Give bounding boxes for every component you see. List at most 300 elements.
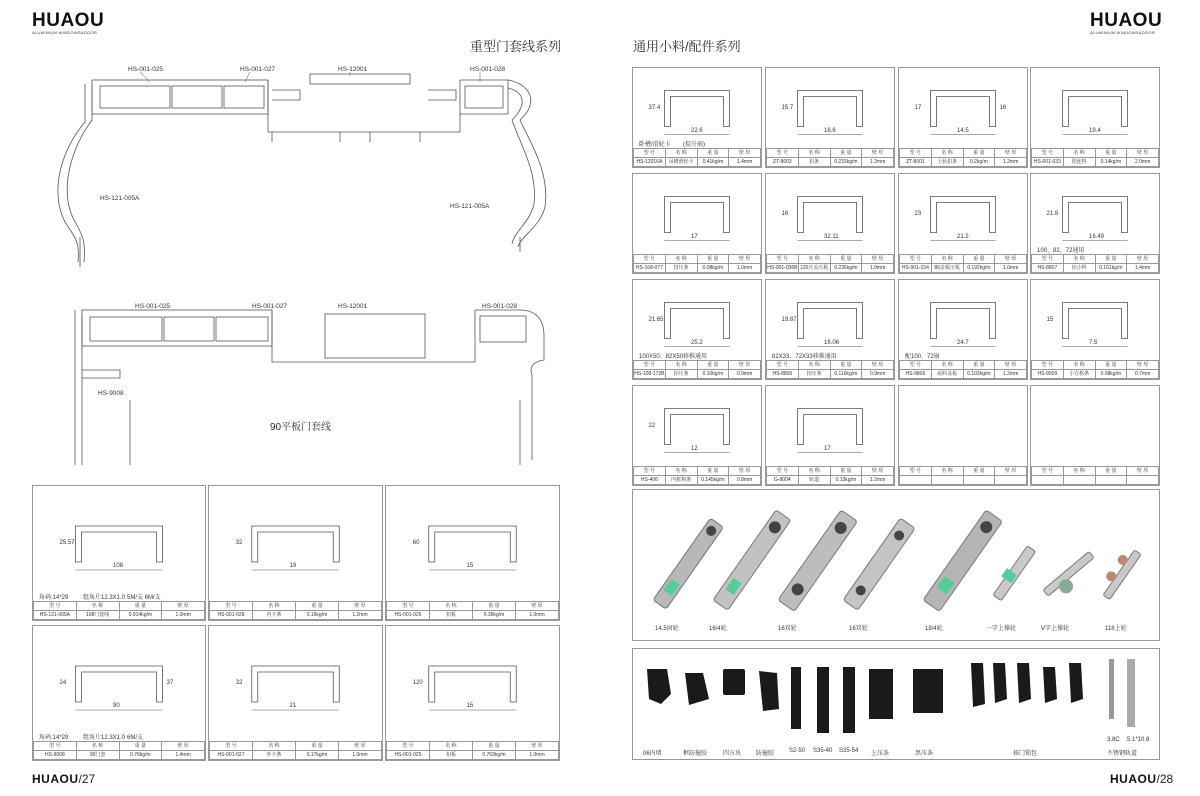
spec-value-cell: 扣条 — [798, 158, 830, 167]
dimension-value: 21.2 — [957, 233, 969, 240]
spec-header-cell: 壁 厚 — [862, 467, 894, 476]
dimension-value: 14.5 — [957, 127, 969, 134]
card-note: 角码:14*29 — [39, 595, 69, 601]
dimension-value: 22.6 — [691, 127, 703, 134]
spec-value-cell: HS-001-026 — [387, 611, 430, 620]
card-note: 5M/支 6M/支 — [127, 595, 161, 601]
spec-value-cell: 0.192kg/m — [963, 264, 995, 273]
right-spec-7-card — [898, 173, 1028, 274]
spec-header-cell: 型 号 — [900, 149, 932, 158]
spec-header-row — [767, 149, 894, 158]
spec-header-cell: 型 号 — [900, 467, 932, 476]
right-spec-9-card — [632, 279, 762, 380]
dimension-value: 21.8 — [1046, 210, 1059, 217]
spec-header-cell: 名 称 — [931, 361, 963, 370]
spec-header-row — [1032, 467, 1159, 476]
spec-header-cell: 型 号 — [767, 467, 799, 476]
spec-value-cell: 扭压条 — [665, 264, 697, 273]
dimension-value: 32 — [235, 540, 243, 546]
spec-header-cell: 重 量 — [963, 149, 995, 158]
right-spec-4-card — [1030, 67, 1160, 168]
spec-header-cell: 重 量 — [296, 602, 339, 611]
spec-header-cell: 名 称 — [665, 255, 697, 264]
spec-header-cell: 名 称 — [931, 149, 963, 158]
spec-value-row — [210, 611, 382, 620]
dimension-value: 12 — [691, 445, 698, 452]
spec-value-cell: 0.17kg/m — [296, 751, 339, 760]
spec-header-cell: 壁 厚 — [729, 467, 761, 476]
dimension-value: 120 — [412, 680, 423, 686]
footer-brand-left: HUAOU — [32, 772, 79, 786]
brand-name: HUAOU — [32, 10, 105, 31]
spec-header-cell: 壁 厚 — [162, 602, 205, 611]
spec-value-cell: 0.161kg/m — [1095, 264, 1127, 273]
spec-value-cell: HS-001-025 — [387, 751, 430, 760]
profile-drawing — [1031, 386, 1159, 467]
left-spec-2-card — [208, 485, 383, 621]
right-spec-15-card — [898, 385, 1028, 486]
spec-header-row — [387, 742, 559, 751]
profile-drawing — [899, 386, 1027, 467]
spec-header-row — [767, 255, 894, 264]
dimension-value: 23 — [914, 210, 922, 217]
spec-table — [633, 466, 761, 485]
spec-header-cell: 重 量 — [1095, 255, 1127, 264]
right-page-slash: / — [1156, 772, 1160, 786]
spec-table — [1031, 254, 1159, 273]
spec-value-cell: 0.08kg/m — [697, 264, 729, 273]
heavy-door-frame-drawing — [40, 62, 560, 272]
spec-header-cell: 重 量 — [697, 467, 729, 476]
dimension-value: 32 — [235, 680, 243, 686]
roller-label-8: 118上轮 — [1105, 626, 1127, 632]
rollers-illustration — [633, 490, 1159, 640]
left-footer — [32, 772, 95, 786]
dimension-value: 22 — [648, 422, 656, 429]
spec-table — [899, 466, 1027, 485]
spec-header-row — [900, 361, 1027, 370]
profile-outline — [665, 409, 730, 445]
acc-label-9: 黑压条 — [915, 751, 934, 757]
right-spec-10-card — [765, 279, 895, 380]
spec-header-row — [767, 467, 894, 476]
spec-value-cell: 1.0mm — [862, 264, 894, 273]
spec-value-cell: 内框格条 — [665, 476, 697, 485]
dimension-value: 16 — [999, 104, 1007, 111]
spec-header-cell: 名 称 — [798, 255, 830, 264]
spec-value-row — [767, 370, 894, 379]
spec-header-cell: 型 号 — [34, 602, 77, 611]
spec-header-row — [634, 255, 761, 264]
mid-label-hs-001-027: HS-001-027 — [252, 303, 288, 310]
spec-header-cell: 型 号 — [1032, 467, 1064, 476]
right-spec-1-card — [632, 67, 762, 168]
dimension-value: 21.65 — [648, 316, 664, 323]
spec-header-cell: 壁 厚 — [1127, 467, 1159, 476]
profile-outline — [252, 526, 340, 562]
spec-table — [766, 466, 894, 485]
spec-value-cell: HS-406 — [634, 476, 666, 485]
spec-header-cell: 壁 厚 — [516, 602, 559, 611]
dimension-value: 7.5 — [1089, 339, 1098, 346]
spec-header-row — [634, 467, 761, 476]
spec-value-cell: HS-8807 — [1032, 264, 1064, 273]
spec-value-cell: 轨道 — [798, 476, 830, 485]
profile-outline — [76, 526, 163, 562]
spec-header-cell: 型 号 — [1032, 255, 1064, 264]
card-note: 组角片12.3X1.0 — [83, 735, 126, 741]
mid-label-hs-12001: HS-12001 — [338, 303, 368, 310]
dimension-value: 21 — [289, 703, 297, 709]
brand-tagline-right: ALUMINIUM WINDOWS&DOOR — [1090, 30, 1156, 35]
acc-label-7: S35-54 — [839, 748, 859, 754]
spec-header-cell: 名 称 — [665, 467, 697, 476]
left-spec-3-card — [385, 485, 560, 621]
profile-outline — [1063, 197, 1128, 233]
flat-frame-caption: 90平板门套线 — [270, 422, 332, 433]
spec-value-row — [634, 476, 761, 485]
accessories-panel — [632, 648, 1160, 760]
right-page-number: 28 — [1159, 772, 1174, 786]
dimension-value: 17 — [914, 104, 922, 111]
spec-header-cell: 型 号 — [1032, 361, 1064, 370]
spec-header-cell: 型 号 — [900, 361, 932, 370]
spec-value-cell: 扇料盖板 — [931, 370, 963, 379]
brand-tagline: ALUMINIUM WINDOWS&DOOR — [32, 30, 98, 35]
card-note: 组角片12.3X1.0 — [83, 595, 126, 601]
spec-header-cell: 名 称 — [76, 742, 119, 751]
spec-table — [1031, 148, 1159, 167]
dimension-value: 37 — [166, 680, 174, 686]
profile-outline — [665, 197, 730, 233]
spec-value-cell: 1.0mm — [516, 751, 559, 760]
spec-table — [33, 741, 205, 760]
right-spec-12-card — [1030, 279, 1160, 380]
spec-value-cell: 小方格条 — [1063, 370, 1095, 379]
spec-header-cell: 型 号 — [767, 255, 799, 264]
card-note: 100X50、82X50移推通用 — [639, 354, 708, 360]
profile-outline — [798, 197, 863, 233]
left-page-title: 重型门套线系列 — [470, 39, 562, 54]
spec-table — [766, 148, 894, 167]
spec-header-cell: 名 称 — [798, 361, 830, 370]
spec-header-cell: 型 号 — [900, 255, 932, 264]
spec-header-cell: 壁 厚 — [995, 149, 1027, 158]
roller-label-6: 一字上撑轮 — [986, 626, 1017, 632]
spec-value-cell: 上轨扣条 — [931, 158, 963, 167]
spec-value-cell: HS-108-172B — [634, 370, 665, 377]
card-note: 82X33、72X33移推通用 — [772, 354, 837, 360]
right-footer — [1110, 772, 1173, 786]
spec-value-cell: HS-001-028 — [210, 611, 253, 620]
acc-label-2: 框防撞胶 — [683, 751, 708, 757]
card-note: 配100、72扇 — [905, 354, 940, 360]
profile-outline — [798, 409, 863, 445]
roller-label-2: 16/4轮 — [709, 626, 727, 632]
spec-header-cell: 名 称 — [665, 149, 697, 158]
spec-header-cell: 重 量 — [296, 742, 339, 751]
spec-value-cell: 80盖板压板 — [931, 264, 963, 273]
spec-value-cell: 0.9mm — [729, 370, 761, 379]
spec-value-row — [34, 611, 205, 620]
spec-value-row — [900, 370, 1027, 379]
dimension-value: 90 — [113, 703, 120, 709]
spec-header-cell: 型 号 — [387, 742, 430, 751]
left-page-slash: / — [78, 772, 82, 786]
right-spec-2-card — [765, 67, 895, 168]
roller-label-4: 16双轮 — [849, 626, 868, 632]
spec-value-cell: 0.116kg/m — [830, 370, 862, 379]
spec-value-cell: 0.16kg/m — [296, 611, 339, 620]
spec-header-cell: 重 量 — [1095, 149, 1127, 158]
spec-header-cell: 重 量 — [119, 602, 162, 611]
spec-table — [766, 254, 894, 273]
spec-header-row — [210, 742, 382, 751]
profile-outline — [429, 666, 517, 702]
spec-header-row — [34, 742, 205, 751]
rollers-panel — [632, 489, 1160, 641]
spec-value-cell: 0.145kg/m — [697, 476, 729, 485]
spec-value-row — [767, 264, 894, 273]
spec-value-cell — [1127, 476, 1159, 485]
spec-value-cell: 1.2mm — [339, 611, 382, 620]
right-spec-16-card — [1030, 385, 1160, 486]
dimension-value: 15 — [1046, 316, 1054, 323]
dimension-value: 15.7 — [781, 104, 794, 111]
dimension-value: 17 — [691, 233, 698, 240]
spec-value-cell — [1032, 476, 1064, 485]
spec-header-cell: 名 称 — [931, 255, 963, 264]
right-spec-8-card — [1030, 173, 1160, 274]
spec-header-cell: 重 量 — [473, 602, 516, 611]
spec-value-cell — [963, 476, 995, 485]
profile-drawing — [633, 174, 761, 255]
dimension-value: 19.87 — [781, 316, 797, 323]
spec-value-cell: 外卡条 — [253, 751, 296, 760]
profile-outline — [798, 303, 863, 339]
rail-size-2: 5.1*10.8 — [1127, 737, 1150, 743]
spec-value-cell: 0.103kg/m — [963, 370, 995, 379]
spec-header-cell: 型 号 — [210, 602, 253, 611]
spec-table — [899, 148, 1027, 167]
dimension-value: 24 — [59, 680, 67, 686]
spec-value-row — [387, 751, 559, 760]
acc-label-11: 不锈钢轨道 — [1107, 751, 1138, 757]
spec-value-cell: HS-9806 — [900, 370, 932, 379]
spec-value-cell: 0.8mm — [729, 476, 761, 485]
spec-value-cell: HS-001-036B — [767, 264, 798, 271]
spec-value-cell: 1.0mm — [995, 264, 1027, 273]
spec-header-cell: 重 量 — [963, 255, 995, 264]
spec-header-cell: 壁 厚 — [162, 742, 205, 751]
spec-value-cell — [931, 476, 963, 485]
spec-value-cell: HS-12016A — [634, 158, 666, 167]
spec-value-row — [634, 158, 761, 167]
spec-value-row — [1032, 476, 1159, 485]
spec-header-cell: 壁 厚 — [729, 361, 761, 370]
left-spec-1-card — [32, 485, 206, 621]
card-note: 6M/支 — [127, 735, 144, 741]
spec-header-row — [900, 149, 1027, 158]
spec-header-row — [1032, 149, 1159, 158]
spec-value-cell: 0.10kg/m — [697, 370, 729, 379]
spec-value-cell: 1.4mm — [162, 751, 205, 760]
dimension-value: 24.7 — [957, 339, 969, 346]
spec-value-cell: 0.233kg/m — [830, 158, 862, 167]
spec-value-cell: 0.13kg/m — [830, 476, 862, 485]
acc-label-1: 06内堵 — [643, 751, 662, 757]
dimension-value: 19 — [289, 563, 297, 569]
spec-header-row — [210, 602, 382, 611]
spec-value-cell: 扣板 — [430, 751, 473, 760]
spec-value-row — [634, 264, 761, 273]
spec-header-cell: 壁 厚 — [862, 361, 894, 370]
profile-outline — [76, 666, 163, 702]
flat-door-frame-drawing — [60, 300, 550, 475]
spec-value-cell: ZT-8003 — [767, 158, 799, 167]
spec-table — [766, 360, 894, 379]
top-label-hs-001-027: HS-001-027 — [240, 66, 276, 73]
spec-header-cell: 壁 厚 — [516, 742, 559, 751]
spec-value-cell: 108门套线 — [76, 611, 119, 620]
spec-header-cell: 壁 厚 — [995, 255, 1027, 264]
spec-value-cell: 铝连料 — [1063, 158, 1095, 167]
spec-value-row — [1032, 158, 1159, 167]
mid-label-hs-001-028: HS-001-028 — [482, 303, 518, 310]
right-logo — [1090, 11, 1162, 36]
spec-value-cell: 0.9mm — [862, 370, 894, 379]
spec-value-cell: 扣压条 — [798, 370, 830, 379]
profile-outline — [931, 303, 996, 339]
spec-table — [1031, 360, 1159, 379]
right-spec-11-card — [898, 279, 1028, 380]
spec-table — [633, 254, 761, 273]
spec-value-cell: 0.914kg/m — [119, 611, 162, 620]
card-note: 角码:14*29 — [39, 735, 69, 741]
mid-label-hs-9008: HS-9008 — [98, 390, 124, 397]
spec-value-cell — [1095, 476, 1127, 485]
profile-drawing — [899, 280, 1027, 361]
spec-value-row — [900, 476, 1027, 485]
spec-value-row — [634, 370, 761, 379]
spec-value-cell: HS-9008 — [34, 751, 77, 760]
roller-label-5: 18/4轮 — [925, 626, 943, 632]
acc-label-10: 移门锁包 — [1013, 751, 1038, 757]
spec-header-cell: 壁 厚 — [862, 149, 894, 158]
spec-header-cell: 重 量 — [830, 149, 862, 158]
spec-header-cell: 名 称 — [1063, 361, 1095, 370]
spec-value-cell: 1.0mm — [516, 611, 559, 620]
spec-value-cell: 1.4mm — [1127, 264, 1159, 273]
top-label-hs-121-005a-left: HS-121-005A — [100, 195, 140, 202]
spec-value-cell: 1.2mm — [995, 370, 1027, 379]
spec-value-cell: HS-9009 — [1032, 370, 1064, 379]
spec-header-row — [900, 255, 1027, 264]
spec-table — [209, 601, 382, 620]
spec-header-row — [900, 467, 1027, 476]
right-spec-14-card — [765, 385, 895, 486]
dimension-value: 16.6 — [824, 127, 836, 134]
spec-value-cell: 1.2mm — [862, 476, 894, 485]
spec-header-cell: 壁 厚 — [339, 602, 382, 611]
spec-header-cell: 型 号 — [1032, 149, 1064, 158]
accessories-illustration — [633, 649, 1159, 759]
card-note: (提升扇) — [683, 142, 705, 148]
brand-name-right: HUAOU — [1090, 10, 1163, 31]
spec-header-cell: 重 量 — [697, 255, 729, 264]
spec-header-cell: 型 号 — [210, 742, 253, 751]
spec-header-cell: 名 称 — [798, 467, 830, 476]
spec-value-cell: ZT-8001 — [900, 158, 932, 167]
spec-header-cell: 名 称 — [76, 602, 119, 611]
left-page-number: 27 — [81, 772, 96, 786]
spec-header-cell: 壁 厚 — [729, 149, 761, 158]
spec-value-cell: 0.236kg/m — [830, 264, 862, 273]
spec-header-cell: 重 量 — [697, 149, 729, 158]
spec-value-cell: 1.0mm — [729, 264, 761, 273]
profile-outline — [1063, 303, 1128, 339]
dimension-value: 16 — [781, 210, 789, 217]
spec-header-cell: 壁 厚 — [995, 361, 1027, 370]
acc-label-8: 上压条 — [871, 751, 890, 757]
spec-value-cell: 120压盖压板 — [799, 264, 829, 271]
dimension-value: 25.57 — [59, 540, 75, 546]
spec-value-row — [900, 264, 1027, 273]
profile-outline — [665, 91, 730, 127]
card-note: 100、82、72通用 — [1037, 248, 1085, 254]
top-label-hs-001-028: HS-001-028 — [470, 66, 506, 73]
right-spec-13-card — [632, 385, 762, 486]
spec-header-cell: 型 号 — [634, 467, 666, 476]
spec-header-cell: 壁 厚 — [339, 742, 382, 751]
dimension-value: 15 — [466, 563, 474, 569]
profile-drawing — [766, 386, 894, 467]
rail-size-1: 3.8C — [1107, 737, 1120, 743]
spec-value-row — [387, 611, 559, 620]
dimension-value: 37.4 — [648, 104, 661, 111]
spec-header-cell: 名 称 — [430, 602, 473, 611]
spec-header-cell: 重 量 — [697, 361, 729, 370]
spec-value-cell: 0.76kg/m — [119, 751, 162, 760]
spec-table — [33, 601, 205, 620]
dimension-value: 108 — [113, 563, 124, 569]
spec-value-cell — [1063, 476, 1095, 485]
spec-header-cell: 型 号 — [634, 361, 666, 370]
spec-value-cell: 1.0mm — [162, 611, 205, 620]
left-spec-4-card — [32, 625, 206, 761]
spec-header-row — [1032, 361, 1159, 370]
spec-value-row — [1032, 370, 1159, 379]
spec-value-row — [900, 158, 1027, 167]
spec-value-cell: 内卡条 — [253, 611, 296, 620]
spec-value-cell: 1.2mm — [862, 158, 894, 167]
card-note: 卧槽/滑轮卡 — [639, 142, 671, 148]
acc-label-6: S35-40 — [813, 748, 833, 754]
dimension-value: 32.11 — [824, 233, 839, 240]
spec-value-cell: 扣板 — [430, 611, 473, 620]
spec-header-cell: 型 号 — [634, 149, 666, 158]
spec-header-cell: 名 称 — [665, 361, 697, 370]
spec-table — [633, 148, 761, 167]
spec-value-cell: HS-168-077 — [634, 264, 666, 273]
spec-header-cell: 壁 厚 — [995, 467, 1027, 476]
acc-label-4: 防撞胶 — [756, 751, 775, 757]
spec-value-cell: 扣小料 — [1063, 264, 1095, 273]
spec-header-row — [634, 361, 761, 370]
spec-value-row — [210, 751, 382, 760]
profile-outline — [931, 197, 996, 233]
spec-value-cell: 0.36kg/m — [473, 611, 516, 620]
